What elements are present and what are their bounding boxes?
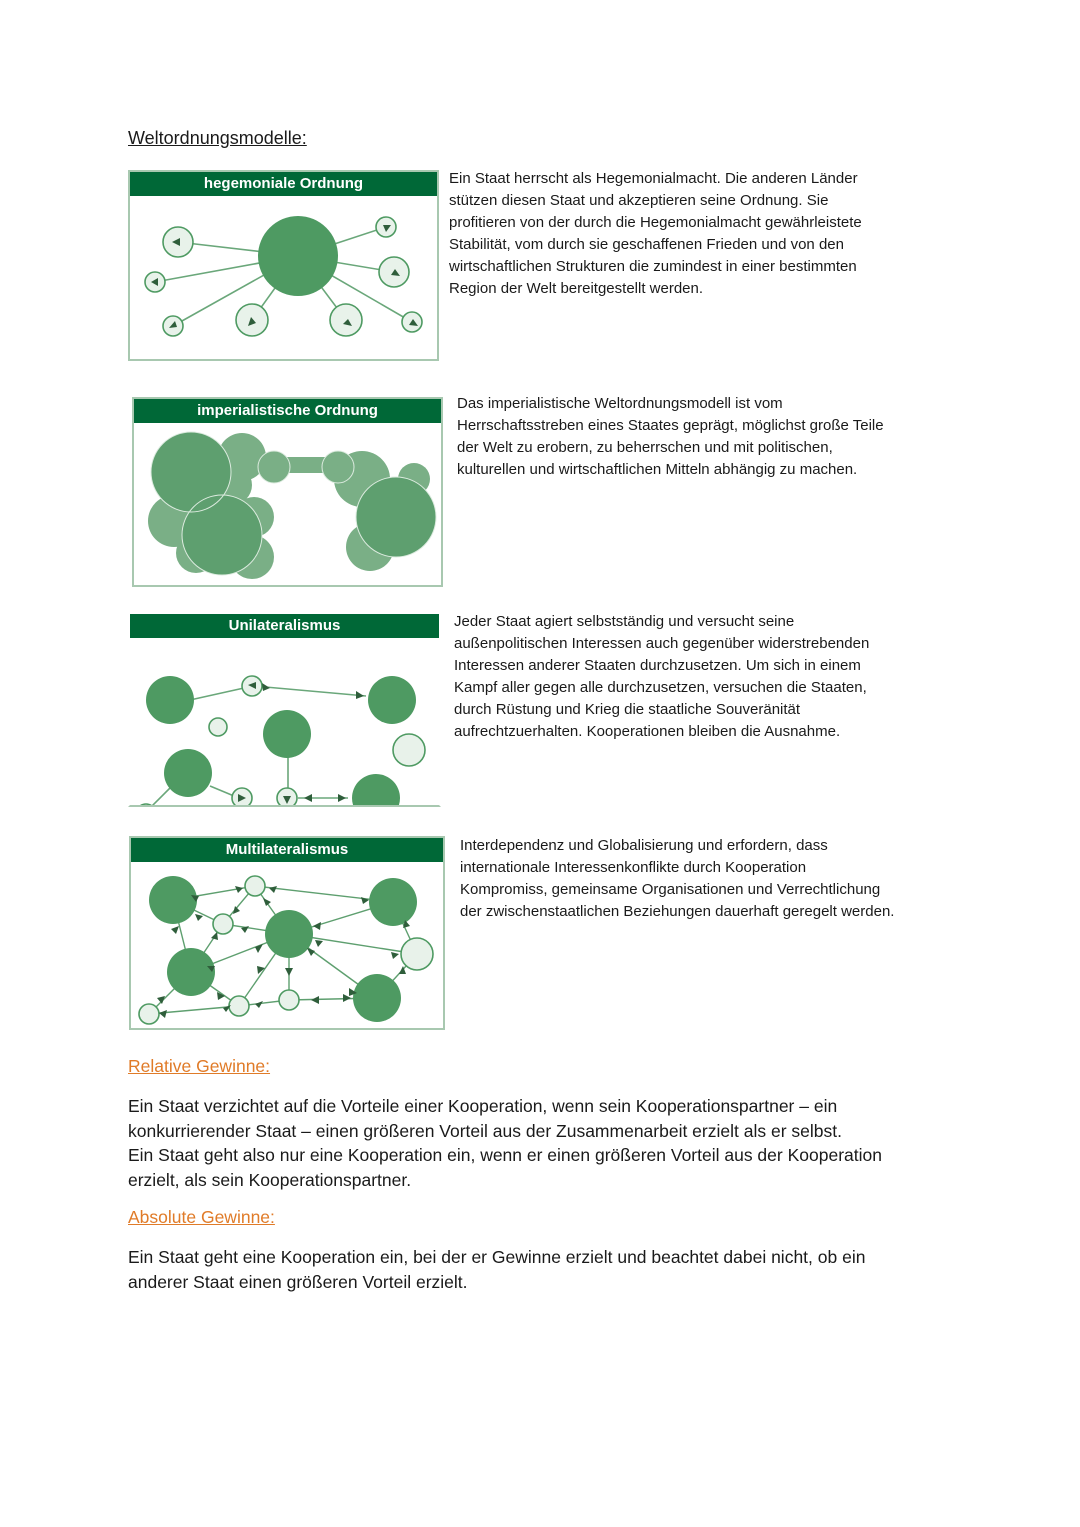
unilateralism-title: Unilateralismus [130, 614, 439, 638]
hegemonic-order-figure [128, 170, 439, 361]
imperialist-order-title: imperialistische Ordnung [134, 399, 441, 423]
hegemonic-order-diagram [130, 196, 437, 359]
multilateralism-diagram [131, 862, 443, 1028]
multilateralism-figure [129, 836, 445, 1030]
absolute-gains-heading: Absolute Gewinne: [128, 1207, 275, 1227]
imperialist-order-description: Das imperialistische Weltordnungsmodell ist vom Herrschaftsstreben eines Staates geprägt, möglichst große Teile der Welt zu erobern, zu beherrschen und mit politischen, kulturellen und wirtschaftlichen Mitteln abhängig zu machen. [457, 395, 884, 478]
page-heading: Weltordnungsmodelle: [128, 128, 307, 148]
absolute-gains-text: Ein Staat geht eine Kooperation ein, bei der er Gewinne erzielt und beachtet dabei nicht, ob ein anderer Staat einen größeren Vorteil erzielt. [128, 1247, 866, 1292]
multilateralism-description: Interdependenz und Globalisierung und erfordern, dass internationale Interessenkonflikte durch Kooperation Kompromiss, gemeinsame Organisationen und Verrechtlichung der zwischenstaatlichen Beziehungen dauerhaft geregelt werden. [460, 837, 895, 920]
imperialist-order-diagram [134, 423, 441, 585]
hegemonic-order-title: hegemoniale Ordnung [130, 172, 437, 196]
hegemonic-order-description: Ein Staat herrscht als Hegemonialmacht. Die anderen Länder stützen diesen Staat und akzeptieren seine Ordnung. Sie profitieren von der durch die Hegemonialmacht gewährleistete Stabilität, vom durch sie geschaffenen Frieden und von den wirtschaftlichen Strukturen die zumindest in einer bestimmten Region der Welt bereitgestellt werden. [449, 170, 862, 297]
unilateralism-diagram [130, 638, 441, 807]
multilateralism-title: Multilateralismus [131, 838, 443, 862]
imperialist-order-figure [132, 397, 443, 587]
unilateralism-figure [128, 612, 441, 807]
unilateralism-description: Jeder Staat agiert selbstständig und versucht seine außenpolitischen Interessen auch gegenüber widerstrebenden Interessen anderer Staaten durchzusetzen. Um sich in einem Kampf aller gegen alle durchzusetzen, versuchen die Staaten, durch Rüstung und Krieg die staatliche Souveränität aufrechtzuerhalten. Kooperationen bleiben die Ausnahme. [454, 613, 870, 740]
hegemon-node [258, 216, 338, 296]
relative-gains-heading: Relative Gewinne: [128, 1056, 271, 1076]
relative-gains-text: Ein Staat verzichtet auf die Vorteile einer Kooperation, wenn sein Kooperationspartner – ein konkurrierender Staat – einen größeren Vorteil aus der Zusammenarbeit erzielt als er selbst. Ein Staat geht also nur eine Kooperation ein, wenn er einen größeren Vorteil aus der Kooperation erzielt, als sein Kooperationspartner. [128, 1096, 882, 1190]
